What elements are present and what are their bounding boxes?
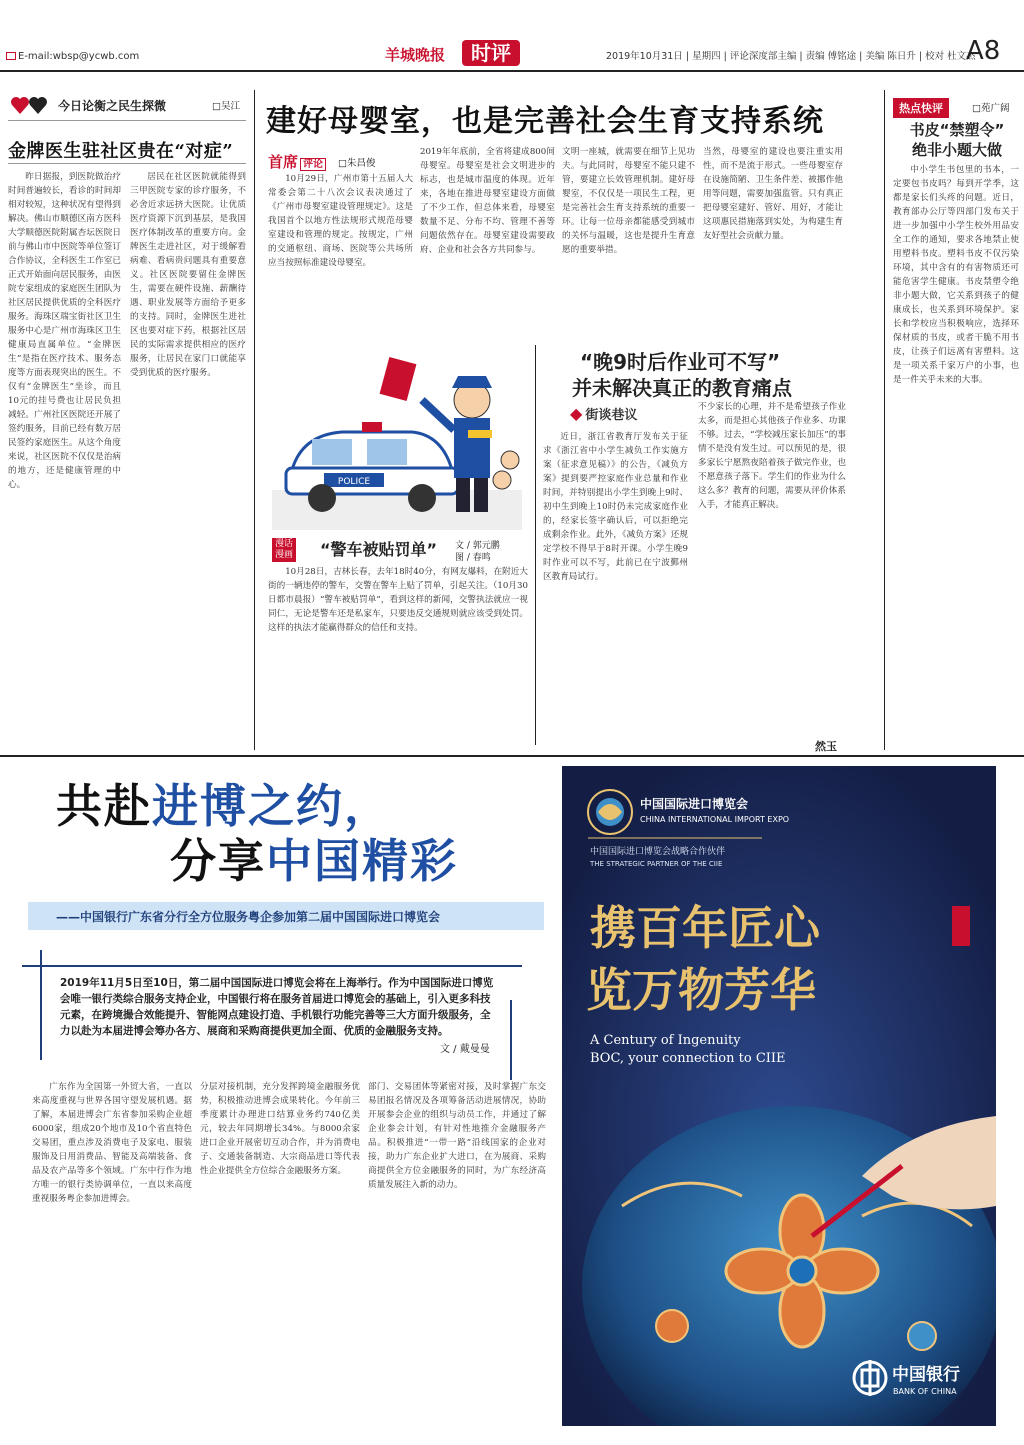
- svg-text:A Century of Ingenuity: A Century of Ingenuity: [590, 1033, 741, 1048]
- ad-title-line-1: 共赴进博之约，: [56, 779, 392, 833]
- ad-subtitle: ——中国银行广东省分行全方位服务粤企参加第二届中国国际进口博览会: [56, 910, 441, 924]
- left-body-col-2: 居民在社区医院就能得到三甲医院专家的诊疗服务，不必舍近求远挤大医院。让优质医疗资源下沉到基层，是我国医疗体制改革的重要方向。金牌医生走进社区，对于缓解看病难、看病贵问题具有重要意义。社区医院要留住金牌医生，需要在硬件设施、薪酬待遇、职业发展等方面给予更多的支持。同时，金牌医生进社区也要对症下药，根据社区居民的实际需求提供相应的医疗服务，让居民在家门口就能享受到优质的医疗服务。: [130, 172, 246, 378]
- svg-text:POLICE: POLICE: [337, 477, 371, 487]
- column-rule: [535, 345, 536, 745]
- ciie-poster[interactable]: [562, 766, 996, 1426]
- homework-headline-2: 并未解决真正的教育痛点: [572, 376, 792, 400]
- homework-body-col-1: 近日，浙江省教育厅发布关于征求《浙江省中小学生减负工作实施方案（征求意见稿）》的公告，《减负方案》提到要严控家庭作业总量和作业时间，并特别提出小学生到晚上9时、初中生到晚上10时仍未完成家庭作业的，经家长签字确认后，可以拒绝完成剩余作业。此外，《减负方案》还规定学校不得早于8时开课。小学生晚9时作业可以不写，此前已在宁波鄞州区教育局试行。: [543, 432, 688, 582]
- ad-body-col-1: 广东作为全国第一外贸大省，一直以来高度重视与世界各国守望发展机遇。据了解，本届进博会广东省参加采购企业超6000家，组成20个地市及10个省直特色交易团，重点涉及消费电子及家电、服装服饰及日用消费品、智能及高端装备、食品及农产品等多个领域。广东中行作为地方唯一的银行类协调单位，一直以来高度重视服务粤企参加进博会。: [32, 1082, 192, 1204]
- newspaper-brand: 羊城晚报: [385, 46, 446, 64]
- main-author: □朱昌俊: [338, 158, 376, 169]
- svg-text:携百年匠心: 携百年匠心: [590, 901, 820, 955]
- svg-text:THE STRATEGIC PARTNER OF THE C: THE STRATEGIC PARTNER OF THE CIIE: [590, 860, 723, 868]
- cartoon-body: 10月28日，吉林长春，去年18时40分，有网友爆料，在附近大街的一辆违停的警车，交警在警车上贴了罚单，引起关注。（10月30日都市晨报）“警车被贴罚单”，看到这样的新闻，交警执法就应一视同仁，无论是警车还是私家车，只要违反交通规则就应该受到处罚。这样的执法才能赢得群众的信任和支持。: [268, 567, 528, 633]
- main-body-col-2: 2019年年底前，全省将建成800间母婴室。母婴室是社会文明进步的标志，也是城市温度的体现。近年来，各地在推进母婴室建设方面做了不少工作，但总体来看，母婴室数量不足、分布不均、管理不善等问题依然存在。母婴室建设需要政府、企业和社会各方共同参与。: [420, 147, 555, 255]
- homework-author: 然玉: [815, 740, 837, 753]
- right-body: 中小学生书包里的书本，一定要包书皮吗？每到开学季，这都是家长们头疼的问题。近日，教育部办公厅等四部门发布关于进一步加强中小学生校外用品安全工作的通知，要求各地禁止使用塑料书皮。塑料书皮不仅污染环境，其中含有的有害物质还可能危害学生健康。书皮禁塑令绝非小题大做，它关系到孩子的健康成长，也关系到环境保护。家长和学校应当积极响应，选择环保材质的书皮，或者干脆不用书皮，让孩子们远离有害塑料。这是一项关系千家万户的小事，也是一件关乎未来的大事。: [893, 165, 1019, 385]
- frame-line: [510, 1000, 512, 1080]
- main-body-col-1: 10月29日，广州市第十五届人大常委会第二十八次会议表决通过了《广州市母婴室建设管理规定》。这是我国首个以地方性法规形式规范母婴室建设和管理的规定。按规定，广州的交通枢纽、商场、医院等公共场所应当按照标准建设母婴室。: [268, 174, 413, 268]
- svg-text:中国银行: 中国银行: [892, 1365, 960, 1385]
- homework-body-col-2: 不少家长的心理，并不是希望孩子作业太多，而是担心其他孩子作业多、功课不够。过去，“学校减压家长加压”的事情不是没有发生过。可以预见的是，很多家长宁愿熬夜陪着孩子做完作业，也不愿意孩子落下。学生们的作业为什么这么多？教育的问题，需要从评价体系入手，才能真正解决。: [698, 402, 846, 510]
- svg-text:览万物芳华: 览万物芳华: [586, 963, 816, 1017]
- divider: [8, 120, 246, 121]
- email-contact[interactable]: E-mail:wbsp@ycwb.com: [6, 51, 139, 62]
- column-logo-icon: ◆: [570, 404, 583, 423]
- svg-text:BOC, your connection to CIIE: BOC, your connection to CIIE: [590, 1051, 786, 1066]
- main-body-col-3: 文明一座城，就需要在细节上见功夫。与此同时，母婴室不能只建不管，要建立长效管理机制。建好母婴室，不仅仅是一项民生工程，更是完善社会生育支持系统的重要一环。让每一位母亲都能感受到城市的关怀与温暖，这也是提升生育意愿的重要举措。: [562, 147, 695, 255]
- ad-lead-author: 文 / 戴曼曼: [440, 1044, 490, 1055]
- divider: [8, 163, 246, 164]
- svg-text:中国国际进口博览会: 中国国际进口博览会: [640, 797, 749, 811]
- column-rule: [884, 90, 885, 750]
- left-headline: 金牌医生驻社区贵在“对症”: [8, 141, 234, 162]
- ad-title-line-2: 分享中国精彩: [170, 834, 458, 888]
- column-rule: [254, 90, 255, 750]
- right-headline: 书皮“禁塑令” 绝非小题大做: [909, 121, 1005, 159]
- cartoon-title: “警车被贴罚单”: [320, 540, 438, 559]
- mail-icon: [6, 52, 16, 60]
- homework-headline-1: “晚9时后作业可不写”: [580, 350, 781, 374]
- cartoon-credit: 文 / 郭元鹏 图 / 春鸣: [455, 541, 500, 563]
- right-author: □苑广阔: [972, 103, 1010, 114]
- main-headline: 建好母婴室，也是完善社会生育支持系统: [266, 104, 824, 139]
- masthead-rule: [0, 70, 1024, 72]
- svg-text:CHINA INTERNATIONAL IMPORT EXP: CHINA INTERNATIONAL IMPORT EXPO: [640, 815, 790, 824]
- ad-body-col-3: 部门、交易团体等紧密对接，及时掌握广东交易团报名情况及各项筹备活动进展情况，协助开展参会企业的组织与动员工作，并通过了解企业参会计划，有针对性地推介金融服务产品。积极推进“一带一路”沿线国家的企业对接，助力广东企业扩大进口，在为展商、采购商提供全方位金融服务的同时，为广东经济高质量发展注入新的动力。: [368, 1082, 546, 1190]
- masthead-meta: 2019年10月31日 | 星期四 | 评论深度部主编 | 责编 傅铭途 | 美编 陈日升 | 校对 杜文杰: [606, 51, 976, 62]
- hearts-icon: [10, 93, 54, 121]
- editorial-tag-box: 评论: [300, 158, 326, 171]
- page-number: A8: [966, 36, 1001, 66]
- svg-text:中国国际进口博览会战略合作伙伴: 中国国际进口博览会战略合作伙伴: [590, 847, 726, 857]
- frame-line: [22, 965, 522, 967]
- cartoon-illustration: [272, 340, 522, 530]
- section-rule: [0, 755, 1024, 757]
- homework-column-name: ◆ 街谈巷议: [570, 404, 638, 423]
- left-body-col-1: 昨日据报，到医院做治疗时间普遍较长，看诊的时间却相对较短，这种状况有望得到解决。佛山市顺德区南方医科大学顺德医院附属杏坛医院日前与佛山市中医院等单位签订合作协议，全科医生工作室已正式开始面向居民服务，由医院专家组成的家庭医生团队为社区居民提供优质的全科医疗服务。海珠区瑞宝街社区卫生服务中心是广州市海珠区卫生健康局直属单位。“金牌医生”是指在医疗技术、服务态度等方面表现突出的医生。不仅有“金牌医生”坐诊，而且10元的挂号费也让居民负担减轻。广州社区医院还开展了签约服务，目前已经有数万居民签约家庭医生。从这个角度来说，社区医院不仅仅是治病的地方，还是健康管理的中心。: [8, 172, 121, 490]
- svg-text:BANK OF CHINA: BANK OF CHINA: [893, 1387, 957, 1396]
- section-badge: 时评: [462, 40, 520, 66]
- left-section-title: 今日论衡之民生探微: [58, 99, 167, 113]
- ad-lead: 2019年11月5日至10日，第二届中国国际进口博览会将在上海举行。作为中国国际进口博览会唯一银行类综合服务支持企业，中国银行将在服务首届进口博览会的基础上，引入更多科技元素，在跨境撮合效能提升、智能网点建设打造、手机银行功能完善等三大方面升级服务，全力以赴为本届进博会筹办各方、展商和采购商提供更加全面、优质的金融服务支持。: [60, 977, 494, 1037]
- left-author: □吴江: [212, 101, 240, 112]
- cartoon-label: 漫话 漫画: [272, 538, 296, 562]
- main-body-col-4: 当然，母婴室的建设也要注重实用性，而不是流于形式。一些母婴室存在设施简陋、卫生条件差、被挪作他用等问题，需要加强监管。只有真正把母婴室建好、管好、用好，才能让这项惠民措施落到实处，为构建生育友好型社会贡献力量。: [703, 147, 843, 241]
- ad-body-col-2: 分层对接机制，充分发挥跨境金融服务优势，积极推动进博会成果转化。今年前三季度累计办理进口结算业务约740亿美元，较去年同期增长34%。与8000余家进口企业开展密切互动合作，并为消费电子、交通装备制造、大宗商品进口等代表性企业提供全方位综合金融服务方案。: [200, 1082, 360, 1176]
- editorial-tag: 首席 评论: [268, 151, 326, 172]
- seal-stamp-icon: [952, 906, 970, 946]
- hot-comment-tag: 热点快评: [893, 98, 949, 118]
